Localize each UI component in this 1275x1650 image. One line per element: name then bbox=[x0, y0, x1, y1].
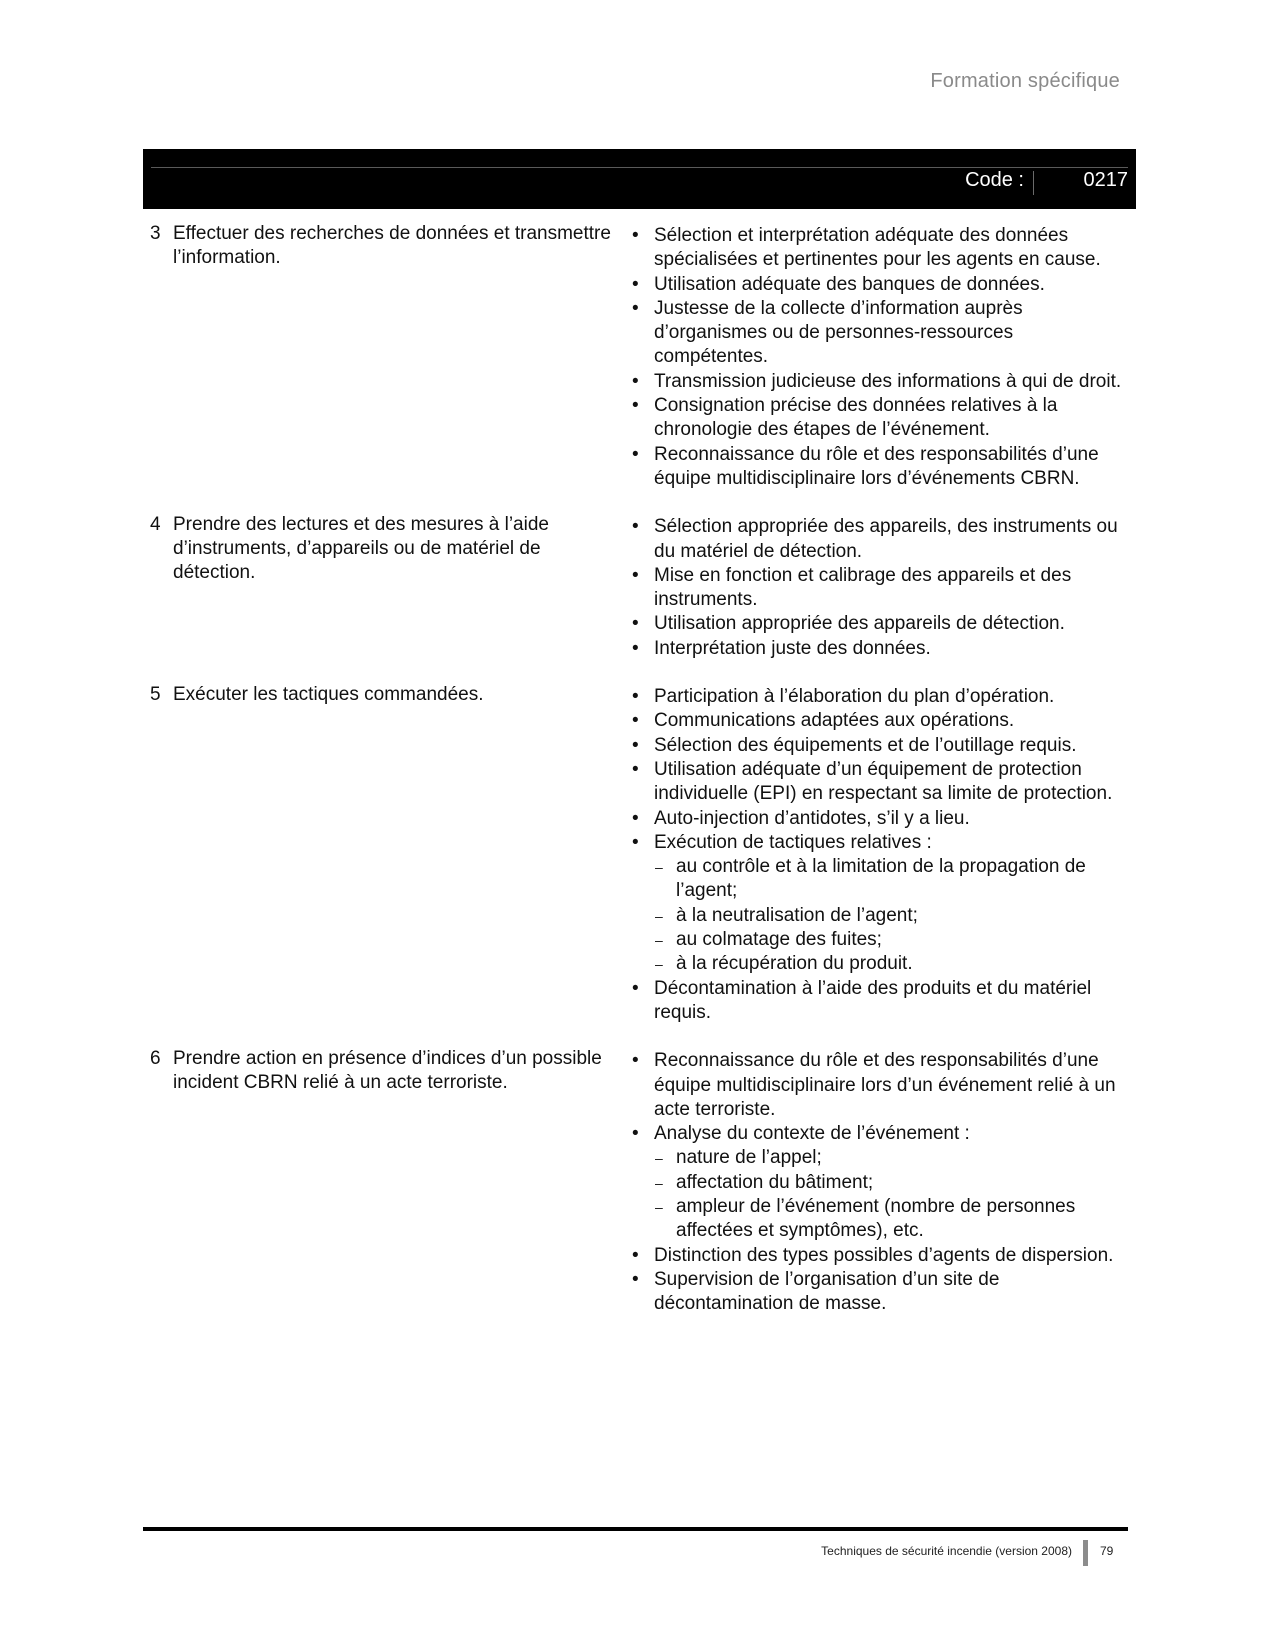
element-number: 3 bbox=[150, 223, 161, 244]
criteria-item bbox=[630, 637, 1128, 661]
criteria-subitem: – au colmatage des fuites; bbox=[654, 928, 1128, 952]
criteria-text: Reconnaissance du rôle et des responsabilités d’une équipe multidisciplinaire lors d’un événement relié à un acte terroriste. bbox=[654, 1050, 1116, 1120]
criteria-text: Communications adaptées aux opérations. bbox=[654, 710, 1015, 732]
criteria-item bbox=[630, 709, 1128, 733]
element-cell bbox=[143, 222, 628, 491]
criteria-item bbox=[630, 1268, 1128, 1317]
element-statement: Prendre des lectures et des mesures à l’aide d’instruments, d’appareils ou de matériel de détection. bbox=[173, 514, 549, 584]
criteria-text: Auto-injection d’antidotes, s’il y a lieu. bbox=[654, 807, 970, 829]
element-cell bbox=[143, 1047, 628, 1316]
criteria-text: Justesse de la collecte d’information auprès d’organismes ou de personnes-ressources compétentes. bbox=[654, 297, 1023, 368]
element-number: 4 bbox=[150, 514, 161, 536]
criteria-item bbox=[630, 273, 1128, 297]
criteria-text: Mise en fonction et calibrage des appareils et des instruments. bbox=[654, 564, 1072, 611]
page-number: 79 bbox=[1100, 1544, 1114, 1558]
criteria-item bbox=[630, 685, 1128, 709]
table-row bbox=[143, 513, 1136, 661]
criteria-text: Sélection appropriée des appareils, des instruments ou du matériel de détection. bbox=[654, 516, 1118, 562]
element-statement: Effectuer des recherches de données et transmettre l’information. bbox=[173, 223, 611, 268]
criteria-subitem: – au contrôle et à la limitation de la propagation de l’agent; bbox=[654, 855, 1128, 904]
code-value: 0217 bbox=[1083, 169, 1128, 191]
criteria-list bbox=[630, 515, 1128, 661]
criteria-item bbox=[630, 1244, 1128, 1268]
criteria-text: Sélection et interprétation adéquate des données spécialisées et pertinentes pour les agents en cause. bbox=[654, 225, 1101, 271]
criteria-text: Utilisation appropriée des appareils de détection. bbox=[654, 613, 1065, 635]
criteria-subitem: – à la neutralisation de l’agent; bbox=[654, 904, 1128, 928]
criteria-text: Interprétation juste des données. bbox=[654, 637, 931, 659]
criteria-text: Utilisation adéquate d’un équipement de protection individuelle (EPI) en respectant sa limite de protection. bbox=[654, 758, 1113, 805]
criteria-cell bbox=[628, 513, 1128, 661]
criteria-item bbox=[630, 977, 1128, 1026]
criteria-item bbox=[630, 612, 1128, 636]
criteria-subitem: – nature de l’appel; bbox=[654, 1146, 1128, 1170]
criteria-text: Participation à l’élaboration du plan d’opération. bbox=[654, 686, 1055, 708]
criteria-text: Décontamination à l’aide des produits et du matériel requis. bbox=[654, 977, 1092, 1023]
criteria-item bbox=[630, 564, 1128, 613]
footer-document-title: Techniques de sécurité incendie (version 2008) bbox=[821, 1544, 1072, 1558]
page-header-title: Formation spécifique bbox=[930, 70, 1120, 92]
element-statement: Exécuter les tactiques commandées. bbox=[173, 684, 484, 706]
criteria-item bbox=[630, 224, 1128, 273]
criteria-text: Utilisation adéquate des banques de données. bbox=[654, 273, 1045, 295]
code-label: Code : bbox=[965, 169, 1024, 191]
criteria-subitem: – à la récupération du produit. bbox=[654, 952, 1128, 976]
criteria-text: Exécution de tactiques relatives : bbox=[654, 831, 932, 853]
element-cell bbox=[143, 513, 628, 661]
footer-rule bbox=[143, 1527, 1128, 1531]
footer-separator-bar bbox=[1083, 1540, 1088, 1566]
criteria-list bbox=[630, 1049, 1128, 1316]
criteria-item bbox=[630, 758, 1128, 807]
criteria-text: Reconnaissance du rôle et des responsabilités d’une équipe multidisciplinaire lors d’événements CBRN. bbox=[654, 443, 1099, 489]
criteria-list bbox=[630, 685, 1128, 1025]
table-row bbox=[143, 222, 1136, 491]
criteria-item bbox=[630, 1122, 1128, 1243]
criteria-item bbox=[630, 831, 1128, 977]
criteria-sublist bbox=[654, 855, 1128, 976]
criteria-item bbox=[630, 394, 1128, 443]
criteria-item bbox=[630, 807, 1128, 831]
criteria-text: Transmission judicieuse des informations à qui de droit. bbox=[654, 370, 1122, 392]
criteria-item bbox=[630, 370, 1128, 394]
element-number: 6 bbox=[150, 1048, 161, 1070]
criteria-item bbox=[630, 734, 1128, 758]
criteria-item bbox=[630, 297, 1128, 370]
competency-table bbox=[143, 222, 1136, 1338]
element-cell bbox=[143, 683, 628, 1025]
criteria-sublist bbox=[654, 1146, 1128, 1243]
criteria-text: Supervision de l’organisation d’un site de décontamination de masse. bbox=[654, 1268, 1000, 1315]
criteria-cell bbox=[628, 222, 1128, 491]
criteria-text: Consignation précise des données relatives à la chronologie des étapes de l’événement. bbox=[654, 395, 1058, 441]
criteria-list bbox=[630, 224, 1128, 491]
code-separator bbox=[1033, 171, 1034, 195]
criteria-cell bbox=[628, 683, 1128, 1025]
element-statement: Prendre action en présence d’indices d’un possible incident CBRN relié à un acte terroriste. bbox=[173, 1048, 602, 1094]
criteria-subitem: – ampleur de l’événement (nombre de personnes affectées et symptômes), etc. bbox=[654, 1195, 1128, 1244]
table-row bbox=[143, 1047, 1136, 1316]
criteria-text: Analyse du contexte de l’événement : bbox=[654, 1123, 970, 1145]
criteria-item bbox=[630, 515, 1128, 564]
code-bar-rule bbox=[151, 167, 1128, 168]
criteria-item bbox=[630, 1049, 1128, 1122]
criteria-text: Distinction des types possibles d’agents de dispersion. bbox=[654, 1244, 1114, 1266]
criteria-text: Sélection des équipements et de l’outillage requis. bbox=[654, 734, 1077, 756]
code-bar bbox=[143, 149, 1136, 209]
criteria-item bbox=[630, 443, 1128, 492]
criteria-cell bbox=[628, 1047, 1128, 1316]
element-number: 5 bbox=[150, 684, 161, 706]
table-row bbox=[143, 683, 1136, 1025]
criteria-subitem: – affectation du bâtiment; bbox=[654, 1171, 1128, 1195]
